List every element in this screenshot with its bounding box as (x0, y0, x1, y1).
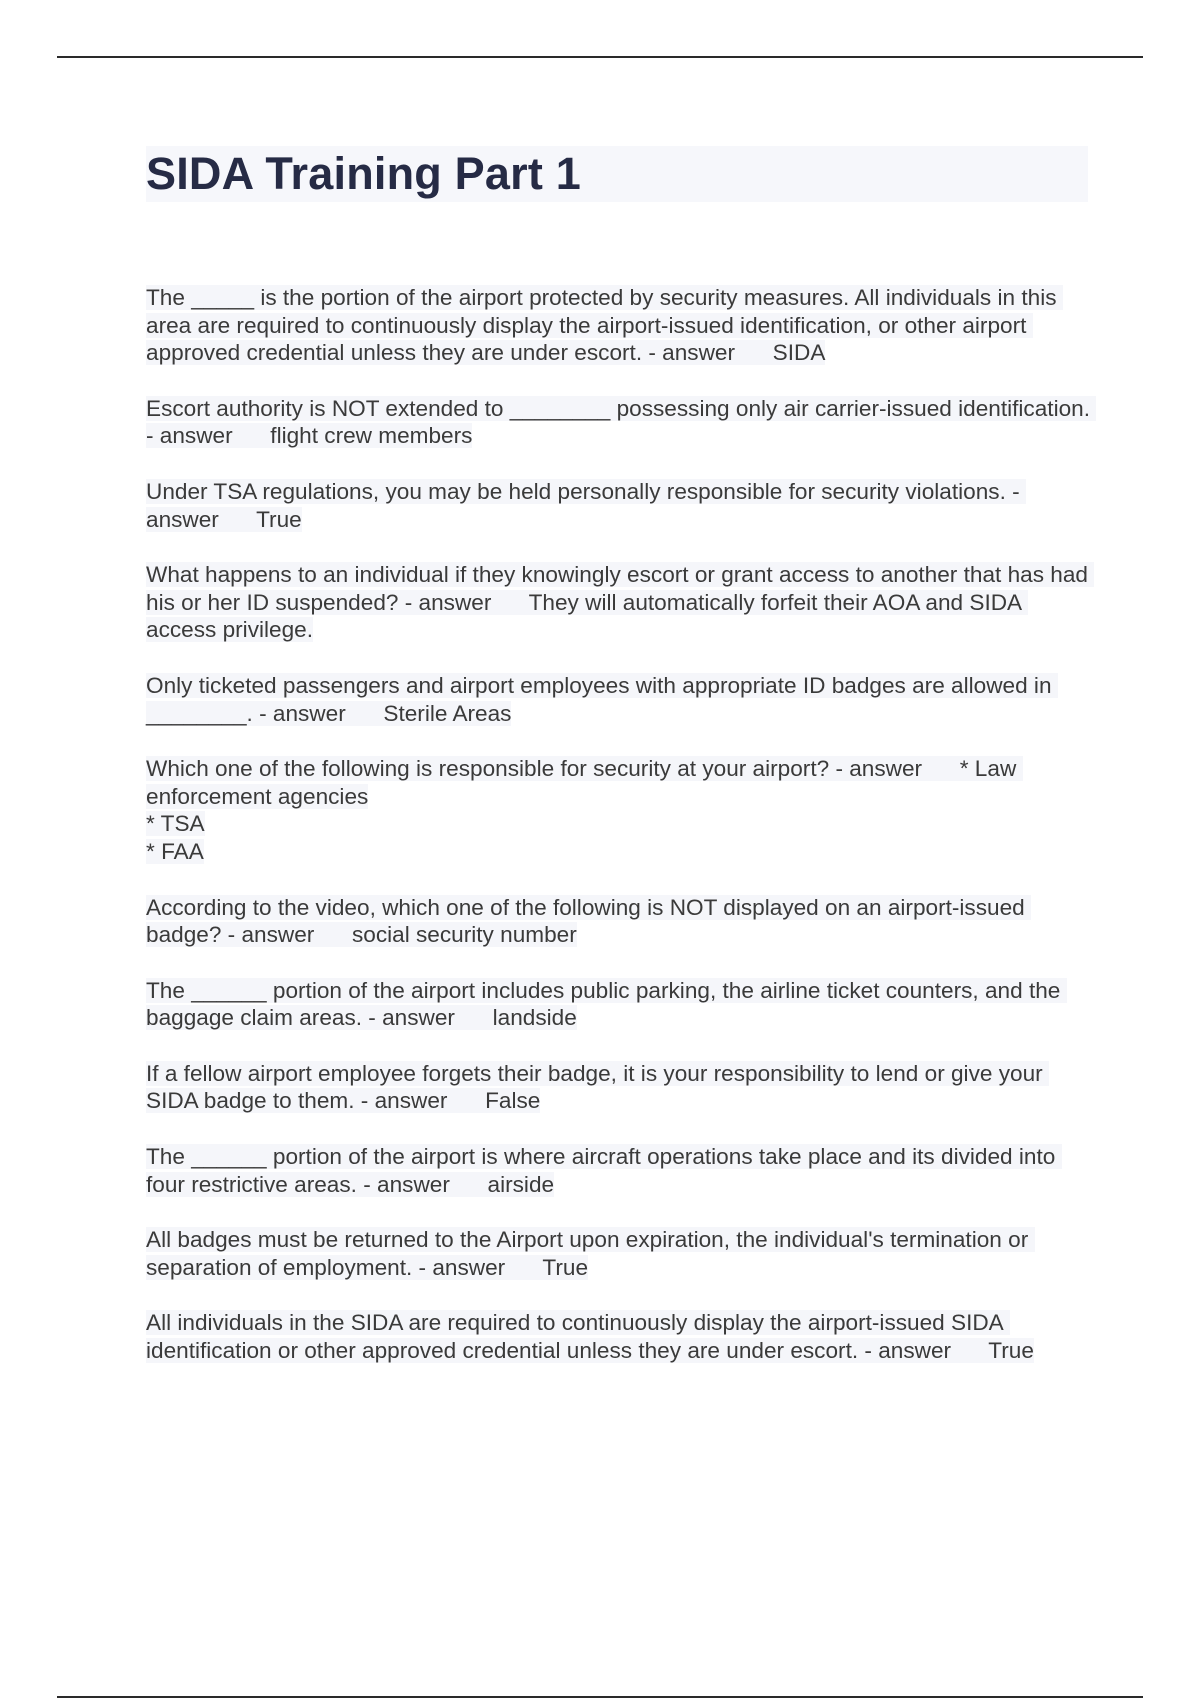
qa-item-text: Which one of the following is responsible for security at your airport? - answer * Law enforcement agencies * TSA * FAA (146, 756, 1023, 864)
qa-item-text: What happens to an individual if they knowingly escort or grant access to another that has had his or her ID suspended? - answer They will automatically forfeit their AOA and SIDA access privilege. (146, 562, 1095, 643)
qa-item (146, 478, 1096, 533)
bottom-rule (57, 1696, 1143, 1698)
qa-item (146, 1226, 1096, 1281)
qa-item-text: Under TSA regulations, you may be held personally responsible for security violations. - answer True (146, 478, 1026, 532)
qa-item-text: Only ticketed passengers and airport employees with appropriate ID badges are allowed in ________. - answer Sterile Areas (146, 672, 1058, 726)
qa-item (146, 1060, 1096, 1115)
qa-item-text: All individuals in the SIDA are required to continuously display the airport-issued SIDA identification or other approved credential unless they are under escort. - answer True (146, 1310, 1034, 1364)
qa-item (146, 1309, 1096, 1364)
qa-item-text: The ______ portion of the airport is where aircraft operations take place and its divided into four restrictive areas. - answer airside (146, 1144, 1062, 1197)
top-rule (57, 56, 1143, 58)
qa-item (146, 284, 1096, 367)
qa-item-text: Escort authority is NOT extended to ________ possessing only air carrier-issued identification. - answer flight crew members (146, 395, 1097, 449)
qa-item (146, 977, 1096, 1032)
qa-list (146, 284, 1096, 1393)
qa-item-text: The ______ portion of the airport includes public parking, the airline ticket counters, and the baggage claim areas. - answer landside (146, 977, 1067, 1031)
qa-item (146, 1143, 1096, 1198)
qa-item (146, 894, 1096, 949)
qa-item (146, 561, 1096, 644)
qa-item-text: According to the video, which one of the following is NOT displayed on an airport-issued badge? - answer social security number (146, 894, 1031, 948)
qa-item (146, 672, 1096, 727)
qa-item-text: The _____ is the portion of the airport protected by security measures. All individuals in this area are required to continuously display the airport-issued identification, or other airport approved credential unless they are under escort. - answer SIDA (146, 285, 1063, 366)
qa-item-text: All badges must be returned to the Airport upon expiration, the individual's termination or separation of employment. - answer True (146, 1227, 1035, 1280)
qa-item-text: If a fellow airport employee forgets their badge, it is your responsibility to lend or give your SIDA badge to them. - answer False (146, 1060, 1049, 1114)
qa-item (146, 395, 1096, 450)
page-title: SIDA Training Part 1 (146, 146, 1088, 202)
qa-item (146, 755, 1096, 865)
